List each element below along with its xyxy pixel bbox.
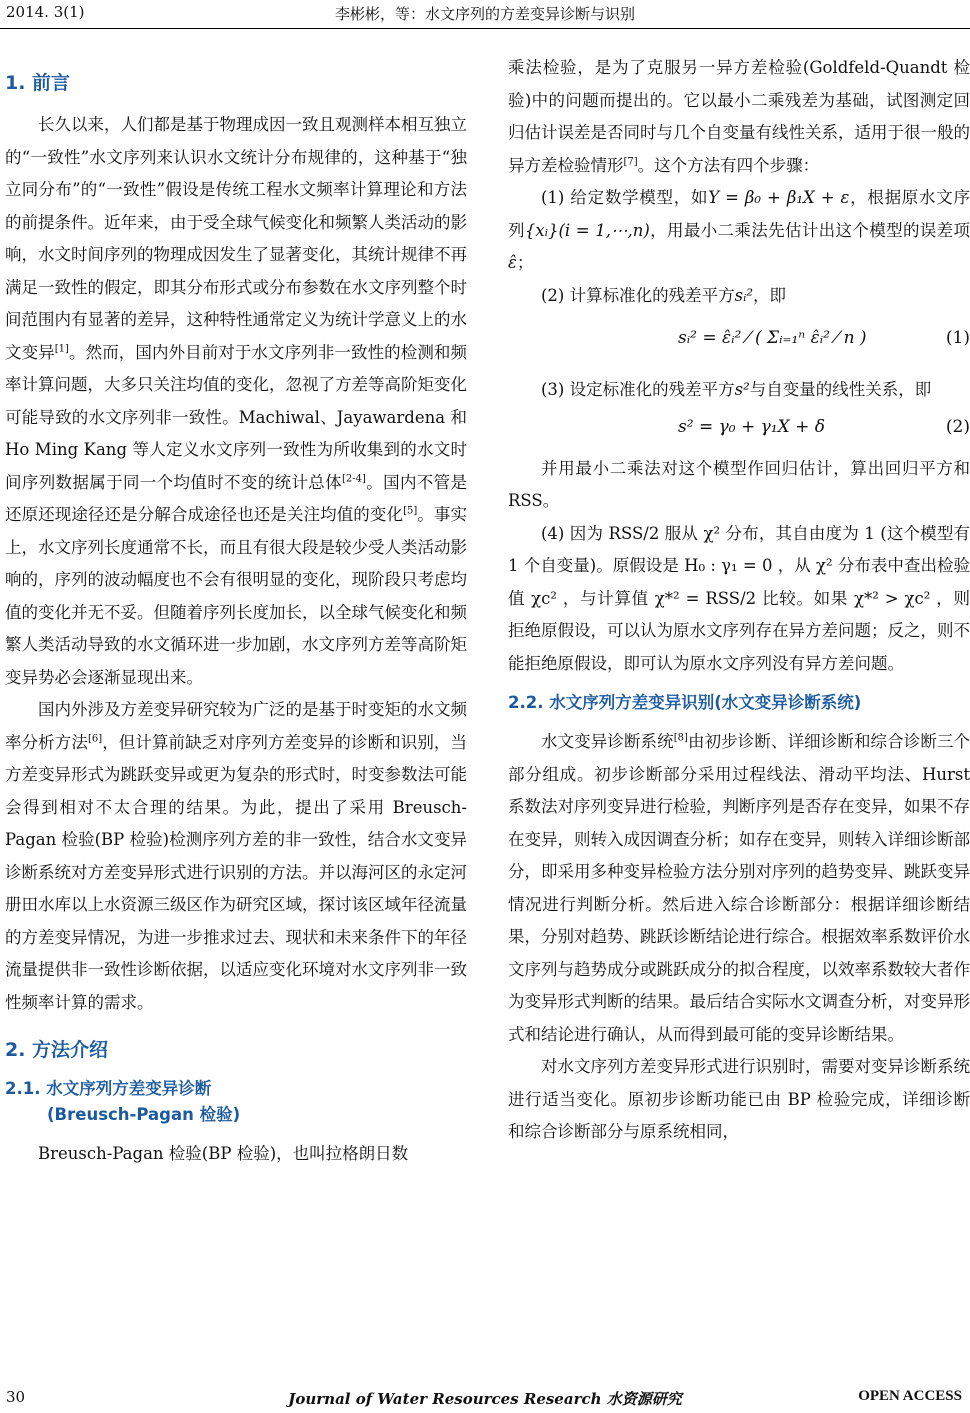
open-access-label: OPEN ACCESS	[858, 1388, 962, 1404]
method-paragraph: Breusch-Pagan 检验(BP 检验)，也叫拉格朗日数	[38, 1144, 409, 1163]
page-number: 30	[6, 1388, 26, 1406]
citation[interactable]: [6]	[87, 733, 103, 744]
right-column	[508, 52, 970, 1149]
equation-2-formula: s² = γ₀ + γ₁X + δ	[678, 416, 825, 437]
step-4: (4) 因为 RSS/2 服从 χ² 分布，其自由度为 1 (这个模型有 1 个自变量)。原假设是 H₀ : γ₁ = 0 ，从 χ² 分布表中查出检验值 χc² ，与计算值 χ*² = RSS/2 比较。如果 χ*² > χc² ，则拒绝原假设，可以认为原水文序列存在异方差问题；反之，则不能拒绝原假设，即可认为原水文序列没有异方差问题。	[508, 523, 970, 673]
subsection-heading-2-1: 2.1. 水文序列方差变异诊断 (Breusch-Pagan 检验)	[5, 1079, 241, 1124]
identification-paragraph: 对水文序列方差变异形式进行识别时，需要对变异诊断系统进行适当变化。原初步诊断功能已由 BP 检验完成，详细诊断和综合诊断部分与原系统相同，	[508, 1057, 970, 1141]
section-heading-1: 1. 前言	[5, 72, 71, 94]
issue-label: 2014. 3(1)	[6, 3, 85, 21]
running-title: 李彬彬，等：水文序列的方差变异诊断与识别	[334, 5, 635, 23]
citation[interactable]: [5]	[403, 505, 418, 517]
equation-2	[508, 407, 970, 453]
bp-intro-paragraph: 乘法检验，是为了克服另一异方差检验(Goldfeld-Quandt 检验)中的问题而提出的。它以最小二乘残差为基础，试图测定回归估计误差是否同时与几个自变量有线性关系，适用于很一般的异方差检验情形[7]。这个方法有四个步骤：	[508, 58, 970, 175]
citation[interactable]: [8]	[673, 732, 688, 744]
intro-paragraph-1: 长久以来，人们都是基于物理成因一致且观测样本相互独立的“一致性”水文序列来认识水文统计分布规律的，这种基于“独立同分布”的“一致性”假设是传统工程水文频率计算理论和方法的前提条件。近年来，由于受全球气候变化和频繁人类活动的影响，水文时间序列的物理成因发生了显著变化，其统计规律不再满足一致性的假定，即其分布形式或分布参数在水文序列整个时间范围内有显著的差异，这种特性通常定义为统计学意义上的水文变异[1]。然而，国内外目前对于水文序列非一致性的检测和频率计算问题，大多只关注均值的变化，忽视了方差等高阶矩变化可能导致的水文序列非一致性。Machiwal、Jayawardena 和 Ho Ming Kang 等人定义水文序列一致性为所收集到的水文时间序列数据属于同一个均值时不变的统计总体[2-4]。国内不管是还原还现途径还是分解合成途径也还是关注均值的变化[5]。事实上，水文序列长度通常不长，而且有很大段是较少受人类活动影响的，序列的波动幅度也不会有很明显的变化，现阶段只考虑均值的变化并无不妥。但随着序列长度加长，以全球气候变化和频繁人类活动导致的水文循环进一步加剧，水文序列方差等高阶矩变异势必会逐渐显现出来。	[5, 115, 468, 687]
regression-paragraph: 并用最小二乘法对这个模型作回归估计，算出回归平方和 RSS。	[508, 458, 970, 510]
section-heading-2: 2. 方法介绍	[5, 1039, 109, 1061]
step-3: (3) 设定标准化的残差平方s²与自变量的线性关系，即	[541, 380, 932, 399]
equation-1-number: (1)	[945, 328, 970, 348]
citation[interactable]: [1]	[54, 343, 69, 354]
citation[interactable]: [7]	[623, 156, 638, 167]
step-2: (2) 计算标准化的残差平方sᵢ²，即	[541, 285, 787, 305]
equation-1-formula: sᵢ² = ε̂ᵢ² ⁄ ( Σᵢ₌₁ⁿ ε̂ᵢ² ⁄ n )	[678, 328, 867, 348]
equation-1	[508, 312, 970, 374]
subsection-heading-2-2: 2.2. 水文序列方差变异识别(水文变异诊断系统)	[508, 693, 862, 712]
step-1: (1) 给定数学模型，如Y = β₀ + β₁X + ε，根据原水文序列{xᵢ}(i = 1,⋯,n)，用最小二乘法先估计出这个模型的误差项ε̂；	[508, 188, 970, 272]
journal-name: Journal of Water Resources Research 水资源研究	[288, 1390, 682, 1408]
left-column	[5, 52, 467, 1171]
running-header	[0, 0, 970, 29]
equation-2-number: (2)	[945, 416, 970, 437]
intro-paragraph-2: 国内外涉及方差变异研究较为广泛的是基于时变矩的水文频率分析方法[6]，但计算前缺乏对序列方差变异的诊断和识别，当方差变异形式为跳跃变异或更为复杂的形式时，时变参数法可能会得到相对不太合理的结果。为此，提出了采用 Breusch-Pagan 检验(BP 检验)检测序列方差的非一致性，结合水文变异诊断系统对方差变异形式进行识别的方法。并以海河区的永定河册田水库以上水资源三级区作为研究区域，探讨该区域年径流量的方差变异情况，为进一步推求过去、现状和未来条件下的年径流量提供非一致性诊断依据，以适应变化环境对水文序列非一致性频率计算的需求。	[5, 700, 468, 1012]
citation[interactable]: [2-4]	[342, 473, 366, 484]
diagnosis-paragraph: 水文变异诊断系统[8]由初步诊断、详细诊断和综合诊断三个部分组成。初步诊断部分采用过程线法、滑动平均法、Hurst 系数法对序列变异进行检验，判断序列是否存在变异，如果不存在变异，则转入成因调查分析；如存在变异，则转入详细诊断部分，即采用多种变异检验方法分别对序列的趋势变异、跳跃变异情况进行判断分析。然后进入综合诊断部分：根据详细诊断结果，分别对趋势、跳跃诊断结论进行综合。根据效率系数评价水文序列与趋势成分或跳跃成分的拟合程度，以效率系数较大者作为变异形式判断的结果。最后结合实际水文调查分析，对变异形式和结论进行确认，从而得到最可能的变异诊断结果。	[508, 732, 970, 1044]
